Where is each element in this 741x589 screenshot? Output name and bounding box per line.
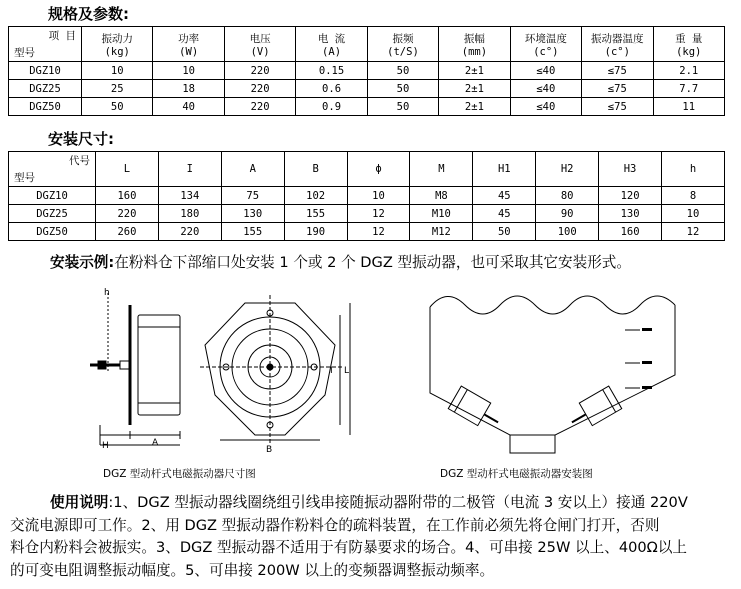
install-example [50,252,631,275]
spec-header-row [9,27,725,62]
table-cell: 90 [536,205,599,223]
dim-header-cell: A [221,152,284,187]
installation-drawing [425,285,680,457]
table-cell: DGZ25 [9,205,96,223]
spec-header-cell: 重 量 (kg) [653,27,725,62]
dim-label-H: H [102,441,109,451]
table-cell: 160 [599,223,662,241]
table-row [9,205,725,223]
usage-line-1 [10,492,735,515]
table-cell: 190 [284,223,347,241]
table-cell: 220 [158,223,221,241]
table-cell: 10 [347,187,410,205]
table-cell: ≤75 [582,98,653,116]
table-cell: 75 [221,187,284,205]
table-cell: 220 [224,80,295,98]
dim-header-cell: M [410,152,473,187]
spec-header-cell: 振动力 (kg) [82,27,153,62]
table-row [9,187,725,205]
dim-header-cell: h [662,152,725,187]
table-cell: M8 [410,187,473,205]
dim-header-cell: H2 [536,152,599,187]
table-cell: 2±1 [439,62,510,80]
header-item-label: 项 目 [48,30,76,42]
table-cell: DGZ50 [9,223,96,241]
table-cell: 50 [367,98,438,116]
table-cell: DGZ10 [9,187,96,205]
table-cell: 102 [284,187,347,205]
table-cell: 0.15 [296,62,367,80]
dim-header-corner [9,152,96,187]
dim-label-h: h [104,288,110,298]
usage-line-3: 料仓内粉料会被振实。3、DGZ 型振动器不适用于有防暴要求的场合。4、可串接 25W 以上、400Ω以上 [10,539,688,556]
dim-header-cell: ϕ [347,152,410,187]
table-cell: ≤40 [510,98,581,116]
dimension-drawing [60,285,360,460]
table-cell: 10 [82,62,153,80]
table-cell: 50 [473,223,536,241]
dim-header-cell: H3 [599,152,662,187]
table-cell: 220 [96,205,159,223]
spec-header-cell: 振频 (t/S) [367,27,438,62]
dim-header-row [9,152,725,187]
usage-line-4: 的可变电阻调整振动幅度。5、可串接 200W 以上的变频器调整振动频率。 [10,561,495,579]
dim-table [8,151,725,241]
table-cell: 100 [536,223,599,241]
side-view-body [138,315,180,415]
spec-header-cell: 振动器温度 (c°) [582,27,653,62]
table-cell: 7.7 [653,80,725,98]
hopper-body [430,305,675,453]
table-cell: 18 [153,80,224,98]
table-row [9,98,725,116]
spec-section-title: 规格及参数: [48,5,129,23]
dim-header-cell: H1 [473,152,536,187]
table-row [9,80,725,98]
table-cell: M12 [410,223,473,241]
usage-notes [10,492,735,582]
install-example-label: 安装示例: [50,254,115,271]
table-cell: 155 [221,223,284,241]
table-cell: M10 [410,205,473,223]
table-cell: 12 [347,205,410,223]
left-figure-caption: DGZ 型动杆式电磁振动器尺寸图 [103,468,256,480]
table-cell: 10 [662,205,725,223]
spec-header-cell: 环境温度 (c°) [510,27,581,62]
table-cell: 10 [153,62,224,80]
usage-text-1: :1、DGZ 型振动器线圈绕组引线串接随振动器附带的二极管（电流 3 安以上）接通 220V [108,494,688,511]
spec-header-corner [9,27,82,62]
left-vibrator [448,386,504,434]
dim-header-cell: B [284,152,347,187]
spec-header-cell: 电压 (V) [224,27,295,62]
table-cell: 45 [473,187,536,205]
table-cell: DGZ10 [9,62,82,80]
table-cell: 8 [662,187,725,205]
hopper-top-wave [430,296,675,314]
table-row [9,223,725,241]
table-cell: 220 [224,98,295,116]
dim-header-cell: I [158,152,221,187]
table-cell: DGZ25 [9,80,82,98]
table-cell: 0.6 [296,80,367,98]
table-cell: 12 [662,223,725,241]
table-cell: 0.9 [296,98,367,116]
table-row [9,62,725,80]
table-cell: 134 [158,187,221,205]
table-cell: 25 [82,80,153,98]
dim-section-title: 安装尺寸: [48,130,114,148]
dim-label-A: A [152,438,159,448]
table-cell: 160 [96,187,159,205]
table-cell: ≤75 [582,80,653,98]
install-example-text: 在粉料仓下部缩口处安装 1 个或 2 个 DGZ 型振动器，也可采取其它安装形式。 [114,254,631,271]
spec-header-cell: 电 流 (A) [296,27,367,62]
table-cell: 40 [153,98,224,116]
dim-label-B: B [266,445,273,455]
table-cell: 12 [347,223,410,241]
header-model-label: 型号 [14,47,35,59]
spec-table [8,26,725,116]
dim-header-cell: L [96,152,159,187]
spec-header-cell: 功率 (W) [153,27,224,62]
table-cell: DGZ50 [9,98,82,116]
table-cell: 260 [96,223,159,241]
table-cell: 11 [653,98,725,116]
table-cell: 130 [599,205,662,223]
dim-label-I: I [330,366,333,376]
table-cell: 2±1 [439,80,510,98]
table-cell: 45 [473,205,536,223]
table-cell: 80 [536,187,599,205]
table-cell: 180 [158,205,221,223]
table-cell: 130 [221,205,284,223]
table-cell: 2±1 [439,98,510,116]
table-cell: 220 [224,62,295,80]
table-cell: ≤75 [582,62,653,80]
usage-label: 使用说明 [50,494,109,511]
header-code-label: 代号 [69,155,90,167]
table-cell: 155 [284,205,347,223]
right-vibrator [565,386,621,434]
table-cell: ≤40 [510,62,581,80]
table-cell: 50 [82,98,153,116]
usage-line-2: 交流电源即可工作。2、用 DGZ 型振动器作粉料仓的疏料装置，在工作前必须先将仓闸门打开，否则 [10,516,660,534]
table-cell: 120 [599,187,662,205]
table-cell: 50 [367,62,438,80]
spec-header-cell: 振幅 (mm) [439,27,510,62]
header-model-label: 型号 [14,172,35,184]
table-cell: 2.1 [653,62,725,80]
dim-label-L: L [344,366,350,376]
table-cell: ≤40 [510,80,581,98]
right-figure-caption: DGZ 型动杆式电磁振动器安装图 [440,468,593,480]
table-cell: 50 [367,80,438,98]
